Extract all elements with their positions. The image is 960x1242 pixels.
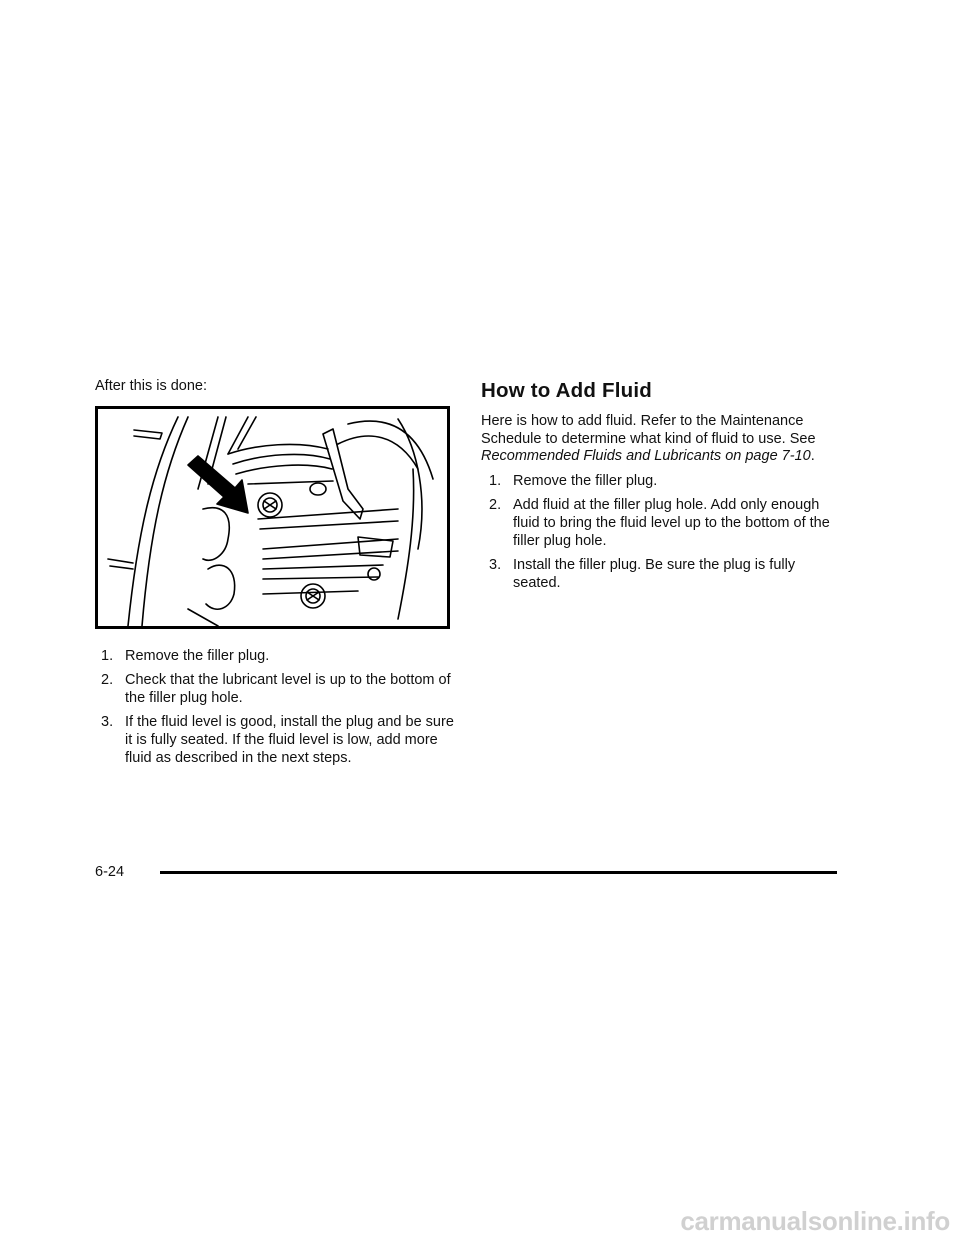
- left-step-1-number: 1.: [101, 648, 114, 664]
- filler-plug-illustration: [95, 406, 450, 629]
- right-steps-list: [481, 472, 841, 592]
- watermark: carmanualsonline.info: [680, 1206, 950, 1236]
- right-step-1: [489, 472, 841, 490]
- right-step-2: [489, 496, 841, 550]
- left-steps-list: [95, 647, 455, 767]
- left-step-2-text: Check that the lubricant level is up to the bottom of the filler plug hole.: [125, 672, 451, 706]
- right-step-3: [489, 556, 841, 592]
- left-step-3-number: 3.: [101, 714, 114, 730]
- right-step-2-number: 2.: [489, 496, 502, 513]
- right-step-1-text: Remove the filler plug.: [513, 472, 658, 489]
- footer-rule: [160, 871, 837, 874]
- section-heading: How to Add Fluid: [481, 379, 652, 402]
- left-step-1: [101, 647, 455, 665]
- right-step-3-number: 3.: [489, 556, 502, 573]
- intro-paragraph: [481, 413, 841, 466]
- intro-paragraph-end: .: [810, 448, 815, 464]
- left-step-1-text: Remove the filler plug.: [125, 648, 270, 664]
- page-number: 6-24: [95, 864, 125, 880]
- right-step-3-text: Install the filler plug. Be sure the plug is fully seated.: [513, 556, 796, 591]
- right-column: [481, 377, 841, 598]
- intro-paragraph-text: Here is how to add fluid. Refer to the Maintenance Schedule to determine what kind of fluid to use. See: [481, 413, 816, 447]
- cross-reference-link[interactable]: Recommended Fluids and Lubricants on page 7-10: [481, 448, 811, 464]
- left-step-3-text: If the fluid level is good, install the plug and be sure it is fully seated. If the fluid level is low, add more fluid as described in the next steps.: [125, 714, 454, 766]
- intro-text: After this is done:: [95, 378, 208, 394]
- left-step-3: [101, 713, 455, 767]
- right-step-2-text: Add fluid at the filler plug hole. Add only enough fluid to bring the fluid level up to the bottom of the filler plug hole.: [513, 496, 830, 549]
- left-step-2-number: 2.: [101, 672, 114, 688]
- left-step-2: [101, 671, 455, 707]
- right-step-1-number: 1.: [489, 472, 502, 489]
- left-column: [95, 377, 455, 773]
